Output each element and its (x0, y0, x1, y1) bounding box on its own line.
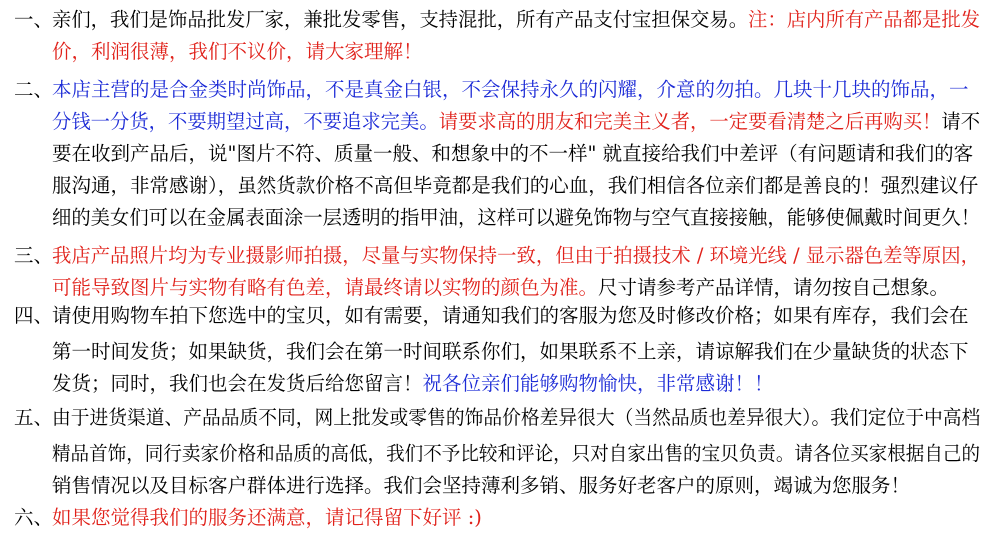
text-line (52, 4, 980, 36)
paragraph-number: 一、 (14, 8, 54, 31)
text-segment: 发货；同时，我们也会在发货后给您留言！ (52, 372, 423, 395)
text-segment: 细的美女们可以在金属表面涂一层透明的指甲油，这样可以避免饰物与空气直接接触，能够使佩戴时间更久！ (52, 206, 981, 229)
text-line (52, 170, 978, 202)
text-line (52, 138, 973, 170)
text-segment: 第一时间发货；如果缺货，我们会在第一时间联系你们，如果联系不上亲，请谅解我们在少量缺货的状态下 (52, 340, 969, 363)
text-line (52, 502, 482, 534)
text-segment: 由于进货渠道、产品品质不同，网上批发或零售的饰品价格差异很大（当然品质也差异很大）。我们定位于中高档 (52, 406, 981, 429)
paragraph-number: 二、 (14, 78, 54, 101)
text-segment: 我店产品照片均为专业摄影师拍摄，尽量与实物保持一致，但由于拍摄技术 / 环境光线 / 显示器色差等原因， (52, 244, 980, 267)
text-line (52, 368, 774, 400)
text-line (52, 240, 980, 272)
text-segment: 可能导致图片与实物有略有色差，请最终请以实物的颜色为准。 (52, 276, 599, 299)
text-segment: 请要求高的朋友和完美主义者，一定要看清楚之后再购买！ (438, 110, 942, 133)
text-segment: 如果您觉得我们的服务还满意，请记得留下好评 :) (52, 506, 482, 529)
paragraph-number: 三、 (14, 244, 54, 267)
text-segment: 服沟通，非常感谢），虽然货款价格不高但毕竟都是我们的心血，我们相信各位亲们都是善良的！强烈建议仔 (52, 174, 979, 197)
text-segment: 尺寸请参考产品详情，请勿按自己想象。 (598, 276, 950, 299)
text-segment: 分钱一分货，不要期望过高，不要追求完美。 (52, 110, 439, 133)
text-segment: 销售情况以及目标客户群体进行选择。我们会坚持薄利多销、服务好老客户的原则，竭诚为您服务！ (52, 474, 911, 497)
paragraph-number: 五、 (14, 406, 54, 429)
text-segment: 祝各位亲们能够购物愉快，非常感谢！！ (422, 372, 774, 395)
text-line (52, 300, 969, 332)
text-line (52, 402, 980, 434)
text-line (52, 74, 969, 106)
text-line (52, 202, 980, 234)
paragraph-number: 四、 (14, 304, 54, 327)
text-segment: 本店主营的是合金类时尚饰品，不是真金白银，不会保持永久的闪耀，介意的勿拍。几块十几块的饰品，一 (52, 78, 969, 101)
text-line (52, 438, 980, 470)
text-segment: 价，利润很薄，我们不议价，请大家理解！ (52, 40, 423, 63)
text-line (52, 106, 980, 138)
text-line (52, 36, 423, 68)
text-segment: 注：店内所有产品都是批发 (748, 8, 981, 31)
text-segment: 要在收到产品后，说"图片不符、质量一般、和想象中的不一样" 就直接给我们中差评（有问题请和我们的客 (52, 142, 974, 165)
text-segment: 精品首饰，同行卖家价格和品质的高低，我们不予比较和评论，只对自家出售的宝贝负责。请各位买家根据自己的 (52, 442, 981, 465)
text-segment: 请使用购物车拍下您选中的宝贝，如有需要，请通知我们的客服为您及时修改价格；如果有库存，我们会在 (52, 304, 969, 327)
text-segment: 亲们，我们是饰品批发厂家，兼批发零售，支持混批，所有产品支付宝担保交易。 (52, 8, 749, 31)
text-line (52, 336, 969, 368)
text-segment: 请不 (941, 110, 981, 133)
paragraph-number: 六、 (14, 506, 54, 529)
text-line (52, 470, 910, 502)
